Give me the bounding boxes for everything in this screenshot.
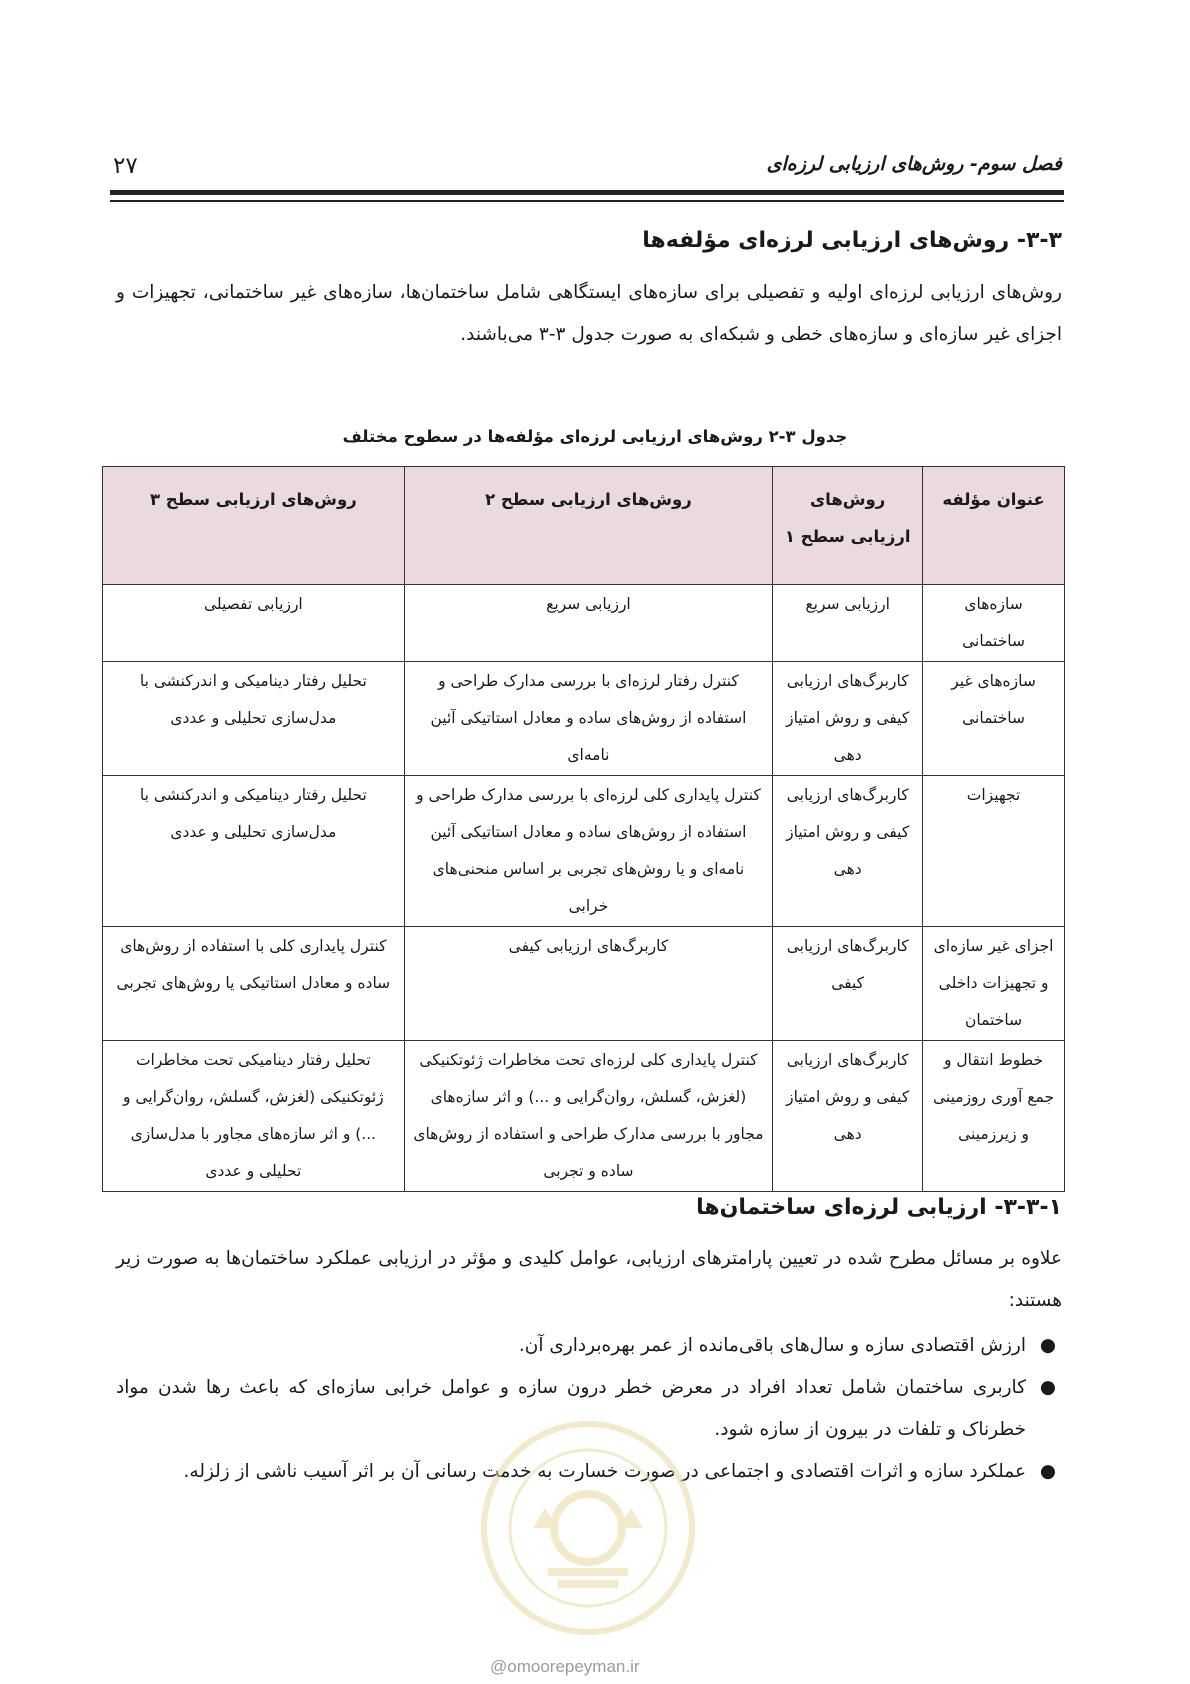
table-cell: کنترل پایداری کلی لرزه‌ای با بررسی مدارک طراحی و استفاده از روش‌های ساده و معادل استاتیکی آئین نامه‌ای و یا روش‌های تجربی بر اساس منحنی‌های خرابی: [404, 776, 773, 927]
bullet-icon: ●: [1039, 1335, 1056, 1356]
table-row: [103, 776, 1065, 927]
subsection-paragraph: علاوه بر مسائل مطرح شده در تعیین پارامترهای ارزیابی، عوامل کلیدی و مؤثر در ارزیابی عملکرد ساختمان‌ها به صورت زیر هستند:: [116, 1248, 1062, 1311]
methods-table: [102, 466, 1065, 1192]
table-cell: تجهیزات: [923, 776, 1065, 927]
table-cell: تحلیل رفتار دینامیکی تحت مخاطرات ژئوتکنیکی (لغزش، گسلش، روان‌گرایی و ...) و اثر سازه‌های مجاور با مدل‌سازی تحلیلی و عددی: [103, 1041, 405, 1192]
table-row: [103, 927, 1065, 1041]
header-rule-thick: [110, 190, 1064, 195]
table-row: [103, 585, 1065, 662]
table-cell: کنترل پایداری کلی با استفاده از روش‌های ساده و معادل استاتیکی یا روش‌های تجربی: [103, 927, 405, 1041]
table-cell: کاربرگ‌های ارزیابی کیفی و روش امتیاز دهی: [773, 662, 923, 776]
table-cell: کنترل رفتار لرزه‌ای با بررسی مدارک طراحی و استفاده از روش‌های ساده و معادل استاتیکی آئین نامه‌ای: [404, 662, 773, 776]
table-header-row: [103, 467, 1065, 585]
table-caption: جدول ۳-۲ روش‌های ارزیابی لرزه‌ای مؤلفه‌ها در سطوح مختلف: [342, 427, 848, 446]
table-cell: خطوط انتقال و جمع آوری روزمینی و زیرزمینی: [923, 1041, 1065, 1192]
table-cell: سازه‌های غیر ساختمانی: [923, 662, 1065, 776]
table-cell: کاربرگ‌های ارزیابی کیفی و روش امتیاز دهی: [773, 776, 923, 927]
table-cell: کنترل پایداری کلی لرزه‌ای تحت مخاطرات ژئوتکنیکی (لغزش، گسلش، روان‌گرایی و ...) و اثر سازه‌های مجاور با بررسی مدارک طراحی و استفاده از روش‌های ساده و تجربی: [404, 1041, 773, 1192]
table-cell: سازه‌های ساختمانی: [923, 585, 1065, 662]
table-cell: کاربرگ‌های ارزیابی کیفی: [404, 927, 773, 1041]
table-cell: تحلیل رفتار دینامیکی و اندرکنشی با مدل‌سازی تحلیلی و عددی: [103, 776, 405, 927]
subsection-heading: ۳-۳-۱- ارزیابی لرزه‌ای ساختمان‌ها: [696, 1195, 1062, 1220]
header-cell: روش‌های ارزیابی سطح ۲: [404, 467, 773, 585]
list-item-text: کاربری ساختمان شامل تعداد افراد در معرض خطر درون سازه و عوامل خرابی سازه‌ای که باعث رها شدن مواد خطرناک و تلفات در بیرون از سازه شود.: [116, 1377, 1026, 1440]
page-number: ۲۷: [113, 153, 138, 179]
header-rule-thin: [110, 200, 1064, 202]
table-cell: کاربرگ‌های ارزیابی کیفی: [773, 927, 923, 1041]
header-cell: عنوان مؤلفه: [923, 467, 1065, 585]
header-cell: روش‌های ارزیابی سطح ۱: [773, 467, 923, 585]
table-cell: کاربرگ‌های ارزیابی کیفی و روش امتیاز دهی: [773, 1041, 923, 1192]
table-cell: ارزیابی تفصیلی: [103, 585, 405, 662]
table-cell: ارزیابی سریع: [773, 585, 923, 662]
bullet-icon: ●: [1039, 1461, 1056, 1482]
table-cell: اجزای غیر سازه‌ای و تجهیزات داخلی ساختمان: [923, 927, 1065, 1041]
intro-paragraph: روش‌های ارزیابی لرزه‌ای اولیه و تفصیلی برای سازه‌های ایستگاهی شامل ساختمان‌ها، سازه‌های غیر ساختمانی، تجهیزات و اجزای غیر سازه‌ای و سازه‌های خطی و شبکه‌ای به صورت جدول ۳-۳ می‌باشند.: [116, 282, 1062, 345]
section-heading: ۳-۳- روش‌های ارزیابی لرزه‌ای مؤلفه‌ها: [642, 228, 1062, 253]
table-row: [103, 1041, 1065, 1192]
running-head: فصل سوم- روش‌های ارزیابی لرزه‌ای: [766, 153, 1062, 175]
watermark-site: @omoorepeyman.ir: [490, 1657, 640, 1676]
table-row: [103, 662, 1065, 776]
watermark-stamp-icon: [478, 1418, 698, 1638]
list-item-text: عملکرد سازه و اثرات اقتصادی و اجتماعی در صورت خسارت به خدمت رسانی آن بر اثر آسیب ناشی از زلزله.: [183, 1461, 1026, 1482]
list-item-text: ارزش اقتصادی سازه و سال‌های باقی‌مانده از عمر بهره‌برداری آن.: [518, 1335, 1026, 1356]
bullet-icon: ●: [1039, 1377, 1056, 1398]
list-item: [116, 1325, 1062, 1367]
table-cell: تحلیل رفتار دینامیکی و اندرکنشی با مدل‌سازی تحلیلی و عددی: [103, 662, 405, 776]
table-cell: ارزیابی سریع: [404, 585, 773, 662]
header-cell: روش‌های ارزیابی سطح ۳: [103, 467, 405, 585]
